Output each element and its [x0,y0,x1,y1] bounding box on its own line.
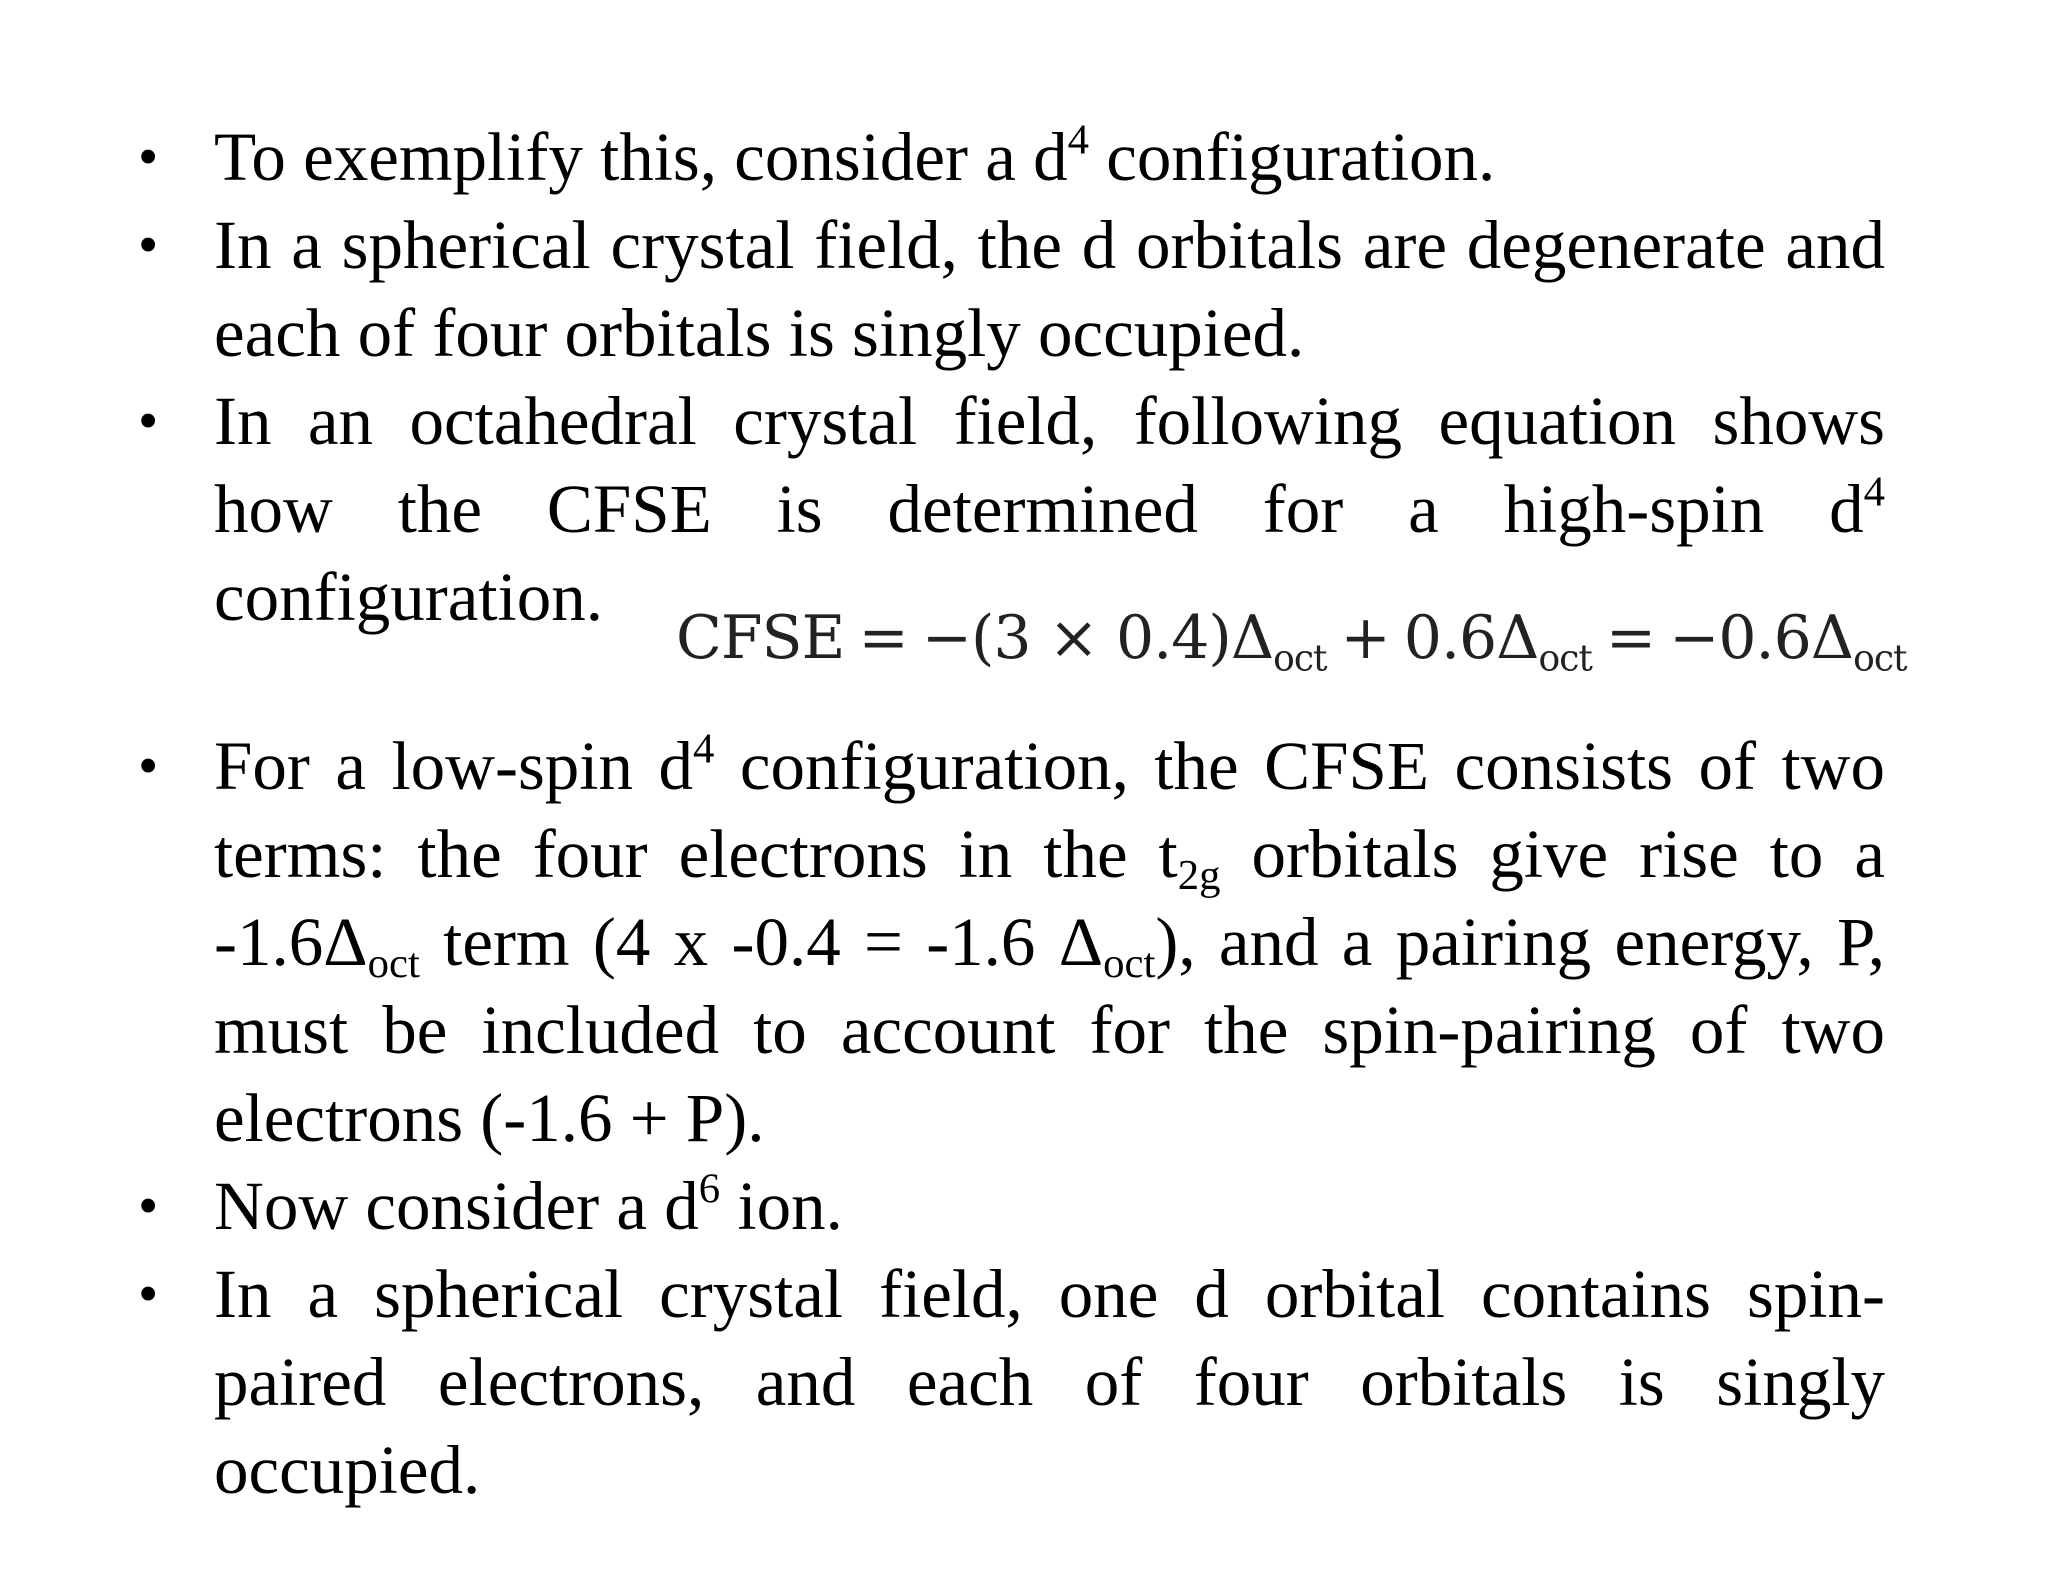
bullet-list-top [130,113,1885,641]
subscript: oct [1853,638,1907,680]
bullet-item-d6-intro [130,1162,1885,1250]
superscript: 4 [1863,468,1885,516]
subscript: oct [1273,638,1327,680]
plus-sign: + [1340,603,1390,673]
bullet-item-spherical-field [130,201,1885,377]
subscript: oct [1538,638,1592,680]
bullet-text: For a low-spin $d^4$ configuration, the CFSE consists of two terms: the four electrons in the $t_{2g}$ orbitals give rise to a $-1.6\Delta_{oct}$ term (4 x -0.4 = -1.6 $\Delta_{oct}$), and a pairing energy, P, must be included to account for the spin-pairing of two electrons (-1.6 + P). [214,725,1886,1156]
subscript: oct [1103,939,1156,987]
bullet-text: In a spherical crystal field, one d orbital contains spin-paired electrons, and each of four orbitals is singly occupied. [214,1256,1885,1508]
cfse-equation [676,598,1906,678]
bullet-text: Now consider a $d^6$ ion. [214,1165,843,1244]
bullet-text: In a spherical crystal field, the d orbitals are degenerate and each of four orbitals is singly occupied. [214,207,1885,371]
bullet-dot-icon: • [138,124,159,189]
subscript: 2g [1177,851,1221,899]
bullet-dot-icon: • [138,1173,159,1238]
superscript: 4 [1067,116,1090,164]
equals-sign: = [1605,603,1656,673]
equation-term-2: 0.6Δ [1403,603,1539,673]
superscript: 4 [692,725,715,773]
bullet-dot-icon: • [138,733,159,798]
bullet-dot-icon: • [138,388,159,453]
equation-term-1: −(3 × 0.4)Δ [921,603,1274,673]
superscript: 6 [698,1165,721,1213]
equals-sign: = [858,603,908,673]
bullet-dot-icon: • [138,1261,159,1326]
bullet-item-d6-spherical [130,1250,1885,1514]
bullet-text: In an octahedral crystal field, following equation shows how the CFSE is determined for a high-spin $d^4$ configuration. [214,383,1885,635]
bullet-item-d4-intro [130,113,1885,201]
bullet-text: To exemplify this, consider a $d^4$ configuration. [214,116,1496,195]
bullet-item-low-spin [130,722,1885,1162]
equation-term-3: −0.6Δ [1669,603,1854,673]
bullet-dot-icon: • [138,212,159,277]
equation-lhs: CFSE [676,603,845,673]
bullet-list-bottom [130,722,1885,1514]
subscript: oct [367,939,420,987]
